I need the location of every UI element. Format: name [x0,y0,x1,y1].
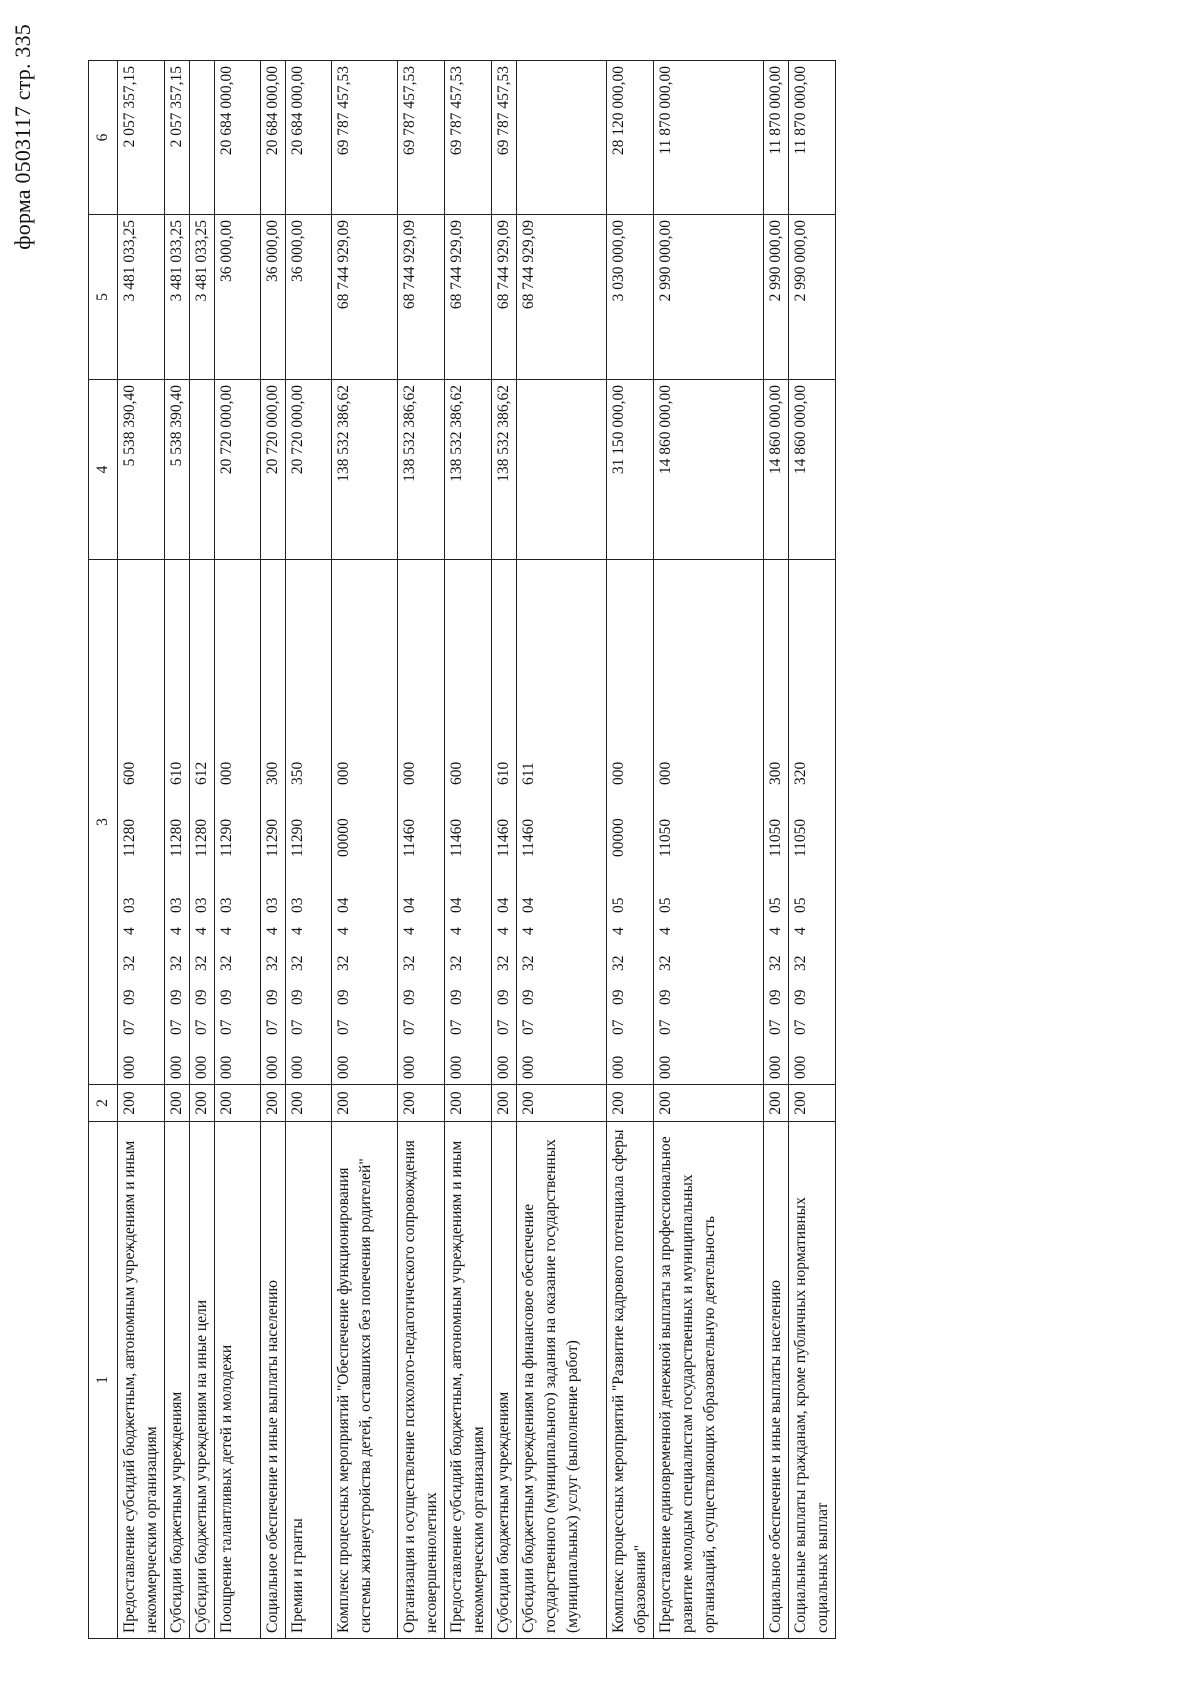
row-name-cell: Организация и осуществление психолого-педагогического сопровождения несовершеннолетних [398,1122,445,1639]
row-name-cell: Комплекс процессных мероприятий "Развитие кадрового потенциала сферы образования" [607,1122,654,1639]
code-segment: 32 [792,955,809,971]
header-cell-1: 1 [89,1122,118,1639]
code-segment: 4 [610,927,627,935]
classification-code [191,565,213,1079]
row-name-cell: Субсидии бюджетным учреждениям [492,1122,517,1639]
code-segment: 32 [448,955,465,971]
row-name-cell: Комплекс процессных мероприятий "Обеспечение функционирования системы жизнеустройства детей, оставшихся без попечения родителей" [332,1122,398,1639]
code-segment: 32 [264,955,281,971]
code-segment: 07 [193,1019,210,1035]
table-row [654,61,764,1639]
code-segment: 09 [610,989,627,1005]
code-segment: 03 [193,897,210,913]
code-segment: 000 [121,1055,138,1079]
code-segment: 07 [448,1019,465,1035]
code-segment: 07 [401,1019,418,1035]
code-segment: 03 [168,897,185,913]
row-unexecuted-amount-cell: 20 684 000,00 [215,61,261,215]
classification-code [790,565,812,1079]
row-line-code-cell: 200 [764,1085,789,1122]
code-segment: 610 [168,761,185,785]
row-name-cell: Премии и гранты [286,1122,332,1639]
code-segment: 09 [264,989,281,1005]
table-row [215,61,261,1639]
row-classification-code-cell [492,560,517,1085]
code-segment: 11280 [168,818,185,857]
code-segment: 09 [168,989,185,1005]
classification-code [166,565,188,1079]
code-segment: 04 [520,897,537,913]
code-segment: 03 [264,897,281,913]
classification-code [446,565,468,1079]
row-unexecuted-amount-cell: 2 057 357,15 [165,61,190,215]
code-segment: 04 [401,897,418,913]
code-segment: 000 [193,1055,210,1079]
classification-code [765,565,787,1079]
code-segment: 000 [335,1055,352,1079]
header-cell-5: 5 [89,215,118,380]
row-unexecuted-amount-cell [190,61,215,215]
row-line-code-cell: 200 [607,1085,654,1122]
code-segment: 09 [193,989,210,1005]
table-row [607,61,654,1639]
classification-code [518,565,540,1079]
row-line-code-cell: 200 [654,1085,764,1122]
row-executed-amount-cell: 36 000,00 [286,215,332,380]
code-segment: 610 [495,761,512,785]
code-segment: 320 [792,761,809,785]
code-segment: 000 [218,761,235,785]
code-segment: 32 [335,955,352,971]
row-classification-code-cell [398,560,445,1085]
code-segment: 4 [767,927,784,935]
row-classification-code-cell [165,560,190,1085]
row-line-code-cell: 200 [286,1085,332,1122]
code-segment: 32 [218,955,235,971]
code-segment: 05 [792,897,809,913]
code-segment: 11050 [657,818,674,857]
table-row [398,61,445,1639]
code-segment: 000 [289,1055,306,1079]
classification-code [399,565,421,1079]
code-segment: 4 [401,927,418,935]
code-segment: 07 [289,1019,306,1035]
code-segment: 09 [495,989,512,1005]
row-unexecuted-amount-cell: 2 057 357,15 [118,61,165,215]
row-unexecuted-amount-cell: 20 684 000,00 [286,61,332,215]
row-name-cell: Поощрение талантливых детей и молодежи [215,1122,261,1639]
code-segment: 03 [289,897,306,913]
row-approved-amount-cell: 14 860 000,00 [764,380,789,560]
code-segment: 04 [335,897,352,913]
row-unexecuted-amount-cell: 11 870 000,00 [764,61,789,215]
row-approved-amount-cell [517,380,607,560]
row-executed-amount-cell: 2 990 000,00 [764,215,789,380]
code-segment: 05 [767,897,784,913]
row-line-code-cell: 200 [517,1085,607,1122]
code-segment: 11050 [767,818,784,857]
code-segment: 4 [168,927,185,935]
classification-code [216,565,238,1079]
code-segment: 000 [401,761,418,785]
row-approved-amount-cell: 14 860 000,00 [654,380,764,560]
row-classification-code-cell [286,560,332,1085]
code-segment: 07 [121,1019,138,1035]
code-segment: 07 [264,1019,281,1035]
row-approved-amount-cell [190,380,215,560]
header-cell-2: 2 [89,1085,118,1122]
code-segment: 09 [121,989,138,1005]
code-segment: 07 [520,1019,537,1035]
code-segment: 32 [401,955,418,971]
row-approved-amount-cell: 20 720 000,00 [215,380,261,560]
table-row [332,61,398,1639]
row-classification-code-cell [118,560,165,1085]
row-name-cell: Предоставление субсидий бюджетным, автономным учреждениям и иным некоммерческим организациям [445,1122,492,1639]
code-segment: 07 [168,1019,185,1035]
table-body [118,61,836,1639]
row-approved-amount-cell: 138 532 386,62 [445,380,492,560]
row-line-code-cell: 200 [445,1085,492,1122]
code-segment: 4 [520,927,537,935]
code-segment: 000 [495,1055,512,1079]
code-segment: 11460 [495,818,512,857]
row-classification-code-cell [445,560,492,1085]
row-line-code-cell: 200 [215,1085,261,1122]
code-segment: 11460 [520,818,537,857]
table-row [789,61,836,1639]
row-unexecuted-amount-cell: 28 120 000,00 [607,61,654,215]
row-line-code-cell: 200 [261,1085,286,1122]
code-segment: 09 [767,989,784,1005]
row-name-cell: Предоставление субсидий бюджетным, автономным учреждениям и иным некоммерческим организациям [118,1122,165,1639]
code-segment: 07 [610,1019,627,1035]
code-segment: 09 [335,989,352,1005]
code-segment: 11460 [448,818,465,857]
code-segment: 32 [121,955,138,971]
row-executed-amount-cell: 36 000,00 [261,215,286,380]
row-approved-amount-cell: 14 860 000,00 [789,380,836,560]
row-executed-amount-cell: 68 744 929,09 [445,215,492,380]
code-segment: 4 [792,927,809,935]
row-classification-code-cell [517,560,607,1085]
code-segment: 000 [218,1055,235,1079]
code-segment: 32 [193,955,210,971]
code-segment: 09 [401,989,418,1005]
code-segment: 350 [289,761,306,785]
row-approved-amount-cell: 20 720 000,00 [261,380,286,560]
classification-code [655,565,677,1079]
table-row [190,61,215,1639]
row-name-cell: Социальные выплаты гражданам, кроме публичных нормативных социальных выплат [789,1122,836,1639]
row-unexecuted-amount-cell [517,61,607,215]
row-line-code-cell: 200 [190,1085,215,1122]
classification-code [608,565,630,1079]
row-approved-amount-cell: 20 720 000,00 [286,380,332,560]
code-segment: 000 [792,1055,809,1079]
code-segment: 11050 [792,818,809,857]
code-segment: 09 [218,989,235,1005]
row-line-code-cell: 200 [492,1085,517,1122]
report-table [88,60,836,1639]
code-segment: 07 [495,1019,512,1035]
code-segment: 03 [218,897,235,913]
table-row [764,61,789,1639]
row-line-code-cell: 200 [789,1085,836,1122]
code-segment: 00000 [610,818,627,857]
code-segment: 11290 [218,818,235,857]
row-approved-amount-cell: 138 532 386,62 [332,380,398,560]
code-segment: 32 [767,955,784,971]
code-segment: 612 [193,761,210,785]
code-segment: 32 [520,955,537,971]
classification-code [262,565,284,1079]
row-executed-amount-cell: 3 481 033,25 [165,215,190,380]
code-segment: 4 [264,927,281,935]
row-approved-amount-cell: 138 532 386,62 [492,380,517,560]
row-unexecuted-amount-cell: 11 870 000,00 [654,61,764,215]
code-segment: 04 [448,897,465,913]
code-segment: 611 [520,762,537,785]
code-segment: 000 [610,1055,627,1079]
row-classification-code-cell [789,560,836,1085]
code-segment: 000 [657,761,674,785]
row-unexecuted-amount-cell: 69 787 457,53 [492,61,517,215]
code-segment: 07 [335,1019,352,1035]
row-classification-code-cell [190,560,215,1085]
code-segment: 05 [657,897,674,913]
table-row [261,61,286,1639]
table-row [165,61,190,1639]
header-cell-6: 6 [89,61,118,215]
classification-code [119,565,141,1079]
classification-code [333,565,355,1079]
code-segment: 000 [264,1055,281,1079]
row-classification-code-cell [764,560,789,1085]
row-executed-amount-cell: 68 744 929,09 [332,215,398,380]
code-segment: 000 [520,1055,537,1079]
row-line-code-cell: 200 [118,1085,165,1122]
code-segment: 4 [335,927,352,935]
code-segment: 600 [448,761,465,785]
row-executed-amount-cell: 3 481 033,25 [190,215,215,380]
code-segment: 07 [657,1019,674,1035]
row-unexecuted-amount-cell: 11 870 000,00 [789,61,836,215]
row-classification-code-cell [607,560,654,1085]
row-unexecuted-amount-cell: 69 787 457,53 [398,61,445,215]
code-segment: 000 [767,1055,784,1079]
row-classification-code-cell [654,560,764,1085]
row-line-code-cell: 200 [398,1085,445,1122]
header-cell-3: 3 [89,560,118,1085]
code-segment: 300 [264,761,281,785]
code-segment: 07 [767,1019,784,1035]
code-segment: 4 [448,927,465,935]
row-executed-amount-cell: 2 990 000,00 [789,215,836,380]
code-segment: 11290 [289,818,306,857]
row-classification-code-cell [215,560,261,1085]
code-segment: 11280 [193,818,210,857]
code-segment: 11280 [121,818,138,857]
row-classification-code-cell [261,560,286,1085]
table-row [517,61,607,1639]
row-unexecuted-amount-cell: 69 787 457,53 [332,61,398,215]
form-label: форма 0503117 стр. 335 [10,24,35,250]
code-segment: 4 [218,927,235,935]
row-name-cell: Субсидии бюджетным учреждениям на финансовое обеспечение государственного (муниципального) задания на оказание государственных (муниципальных) услуг (выполнение работ) [517,1122,607,1639]
code-segment: 09 [448,989,465,1005]
row-executed-amount-cell: 68 744 929,09 [517,215,607,380]
table-row [445,61,492,1639]
code-segment: 000 [657,1055,674,1079]
code-segment: 000 [168,1055,185,1079]
code-segment: 4 [495,927,512,935]
code-segment: 11290 [264,818,281,857]
code-segment: 04 [495,897,512,913]
code-segment: 32 [610,955,627,971]
row-executed-amount-cell: 3 481 033,25 [118,215,165,380]
code-segment: 32 [657,955,674,971]
code-segment: 4 [657,927,674,935]
code-segment: 600 [121,761,138,785]
row-line-code-cell: 200 [165,1085,190,1122]
code-segment: 07 [792,1019,809,1035]
code-segment: 09 [657,989,674,1005]
table-row [118,61,165,1639]
row-executed-amount-cell: 36 000,00 [215,215,261,380]
row-classification-code-cell [332,560,398,1085]
row-executed-amount-cell: 68 744 929,09 [492,215,517,380]
row-approved-amount-cell: 5 538 390,40 [165,380,190,560]
header-row [89,61,118,1639]
header-cell-4: 4 [89,380,118,560]
code-segment: 00000 [335,818,352,857]
row-unexecuted-amount-cell: 69 787 457,53 [445,61,492,215]
code-segment: 32 [495,955,512,971]
code-segment: 09 [289,989,306,1005]
row-executed-amount-cell: 2 990 000,00 [654,215,764,380]
row-executed-amount-cell: 3 030 000,00 [607,215,654,380]
row-executed-amount-cell: 68 744 929,09 [398,215,445,380]
row-line-code-cell: 200 [332,1085,398,1122]
code-segment: 32 [289,955,306,971]
row-approved-amount-cell: 31 150 000,00 [607,380,654,560]
code-segment: 07 [218,1019,235,1035]
row-name-cell: Субсидии бюджетным учреждениям на иные цели [190,1122,215,1639]
code-segment: 05 [610,897,627,913]
code-segment: 4 [289,927,306,935]
table-row [286,61,332,1639]
code-segment: 000 [335,761,352,785]
code-segment: 4 [193,927,210,935]
code-segment: 4 [121,927,138,935]
row-name-cell: Предоставление единовременной денежной выплаты за профессиональное развитие молодым специалистам государственных и муниципальных организаций, осуществляющих образовательную деятельность [654,1122,764,1639]
code-segment: 09 [520,989,537,1005]
code-segment: 09 [792,989,809,1005]
code-segment: 000 [610,761,627,785]
code-segment: 32 [168,955,185,971]
code-segment: 300 [767,761,784,785]
code-segment: 000 [401,1055,418,1079]
row-name-cell: Социальное обеспечение и иные выплаты населению [764,1122,789,1639]
classification-code [287,565,309,1079]
classification-code [493,565,515,1079]
row-approved-amount-cell: 138 532 386,62 [398,380,445,560]
code-segment: 000 [448,1055,465,1079]
row-approved-amount-cell: 5 538 390,40 [118,380,165,560]
row-name-cell: Социальное обеспечение и иные выплаты населению [261,1122,286,1639]
row-name-cell: Субсидии бюджетным учреждениям [165,1122,190,1639]
code-segment: 03 [121,897,138,913]
row-unexecuted-amount-cell: 20 684 000,00 [261,61,286,215]
table-row [492,61,517,1639]
code-segment: 11460 [401,818,418,857]
